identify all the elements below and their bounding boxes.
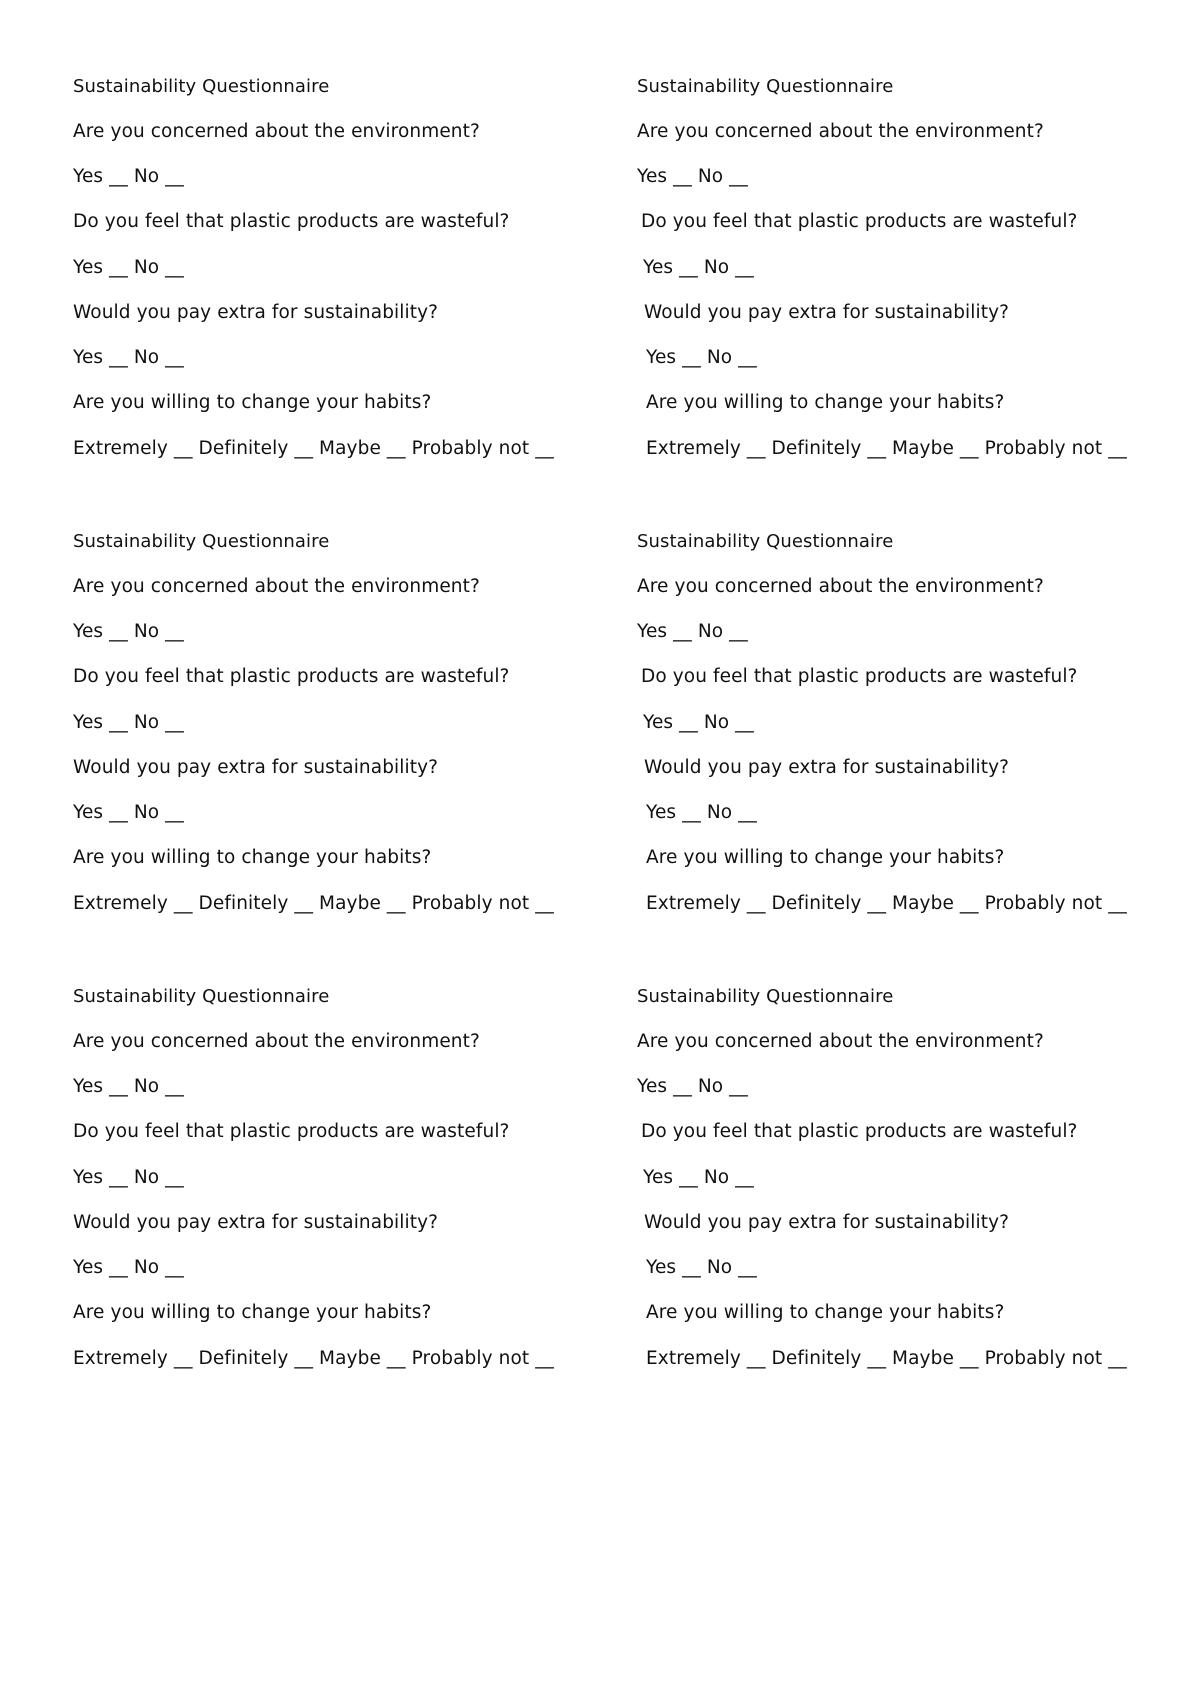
question-habits: Are you willing to change your habits? [73,847,432,868]
question-habits: Are you willing to change your habits? [73,392,432,413]
answer-pay-extra: Yes __ No __ [646,347,757,368]
question-habits: Are you willing to change your habits? [646,392,1005,413]
answer-plastic: Yes __ No __ [643,712,754,733]
answer-pay-extra: Yes __ No __ [73,802,184,823]
answer-environment: Yes __ No __ [73,1076,184,1097]
answer-habits: Extremely __ Definitely __ Maybe __ Probably not __ [73,438,554,459]
question-plastic: Do you feel that plastic products are wasteful? [73,211,510,232]
question-environment: Are you concerned about the environment? [637,121,1044,142]
question-plastic: Do you feel that plastic products are wasteful? [641,211,1078,232]
question-pay-extra: Would you pay extra for sustainability? [644,302,1010,323]
answer-environment: Yes __ No __ [637,166,748,187]
question-environment: Are you concerned about the environment? [73,121,480,142]
question-habits: Are you willing to change your habits? [646,847,1005,868]
answer-habits: Extremely __ Definitely __ Maybe __ Probably not __ [646,438,1127,459]
answer-environment: Yes __ No __ [73,166,184,187]
answer-habits: Extremely __ Definitely __ Maybe __ Probably not __ [73,1348,554,1369]
answer-plastic: Yes __ No __ [73,257,184,278]
answer-plastic: Yes __ No __ [643,257,754,278]
answer-habits: Extremely __ Definitely __ Maybe __ Probably not __ [73,893,554,914]
question-plastic: Do you feel that plastic products are wasteful? [73,1121,510,1142]
question-pay-extra: Would you pay extra for sustainability? [73,302,439,323]
question-environment: Are you concerned about the environment? [637,1031,1044,1052]
question-plastic: Do you feel that plastic products are wasteful? [641,1121,1078,1142]
question-habits: Are you willing to change your habits? [646,1302,1005,1323]
questionnaire-title: Sustainability Questionnaire [73,531,330,552]
question-habits: Are you willing to change your habits? [73,1302,432,1323]
answer-environment: Yes __ No __ [637,621,748,642]
answer-pay-extra: Yes __ No __ [646,802,757,823]
question-environment: Are you concerned about the environment? [73,1031,480,1052]
question-pay-extra: Would you pay extra for sustainability? [644,757,1010,778]
questionnaire-title: Sustainability Questionnaire [637,531,894,552]
questionnaire-title: Sustainability Questionnaire [73,986,330,1007]
answer-habits: Extremely __ Definitely __ Maybe __ Probably not __ [646,1348,1127,1369]
question-plastic: Do you feel that plastic products are wasteful? [641,666,1078,687]
answer-pay-extra: Yes __ No __ [73,347,184,368]
answer-pay-extra: Yes __ No __ [73,1257,184,1278]
question-environment: Are you concerned about the environment? [637,576,1044,597]
question-pay-extra: Would you pay extra for sustainability? [73,1212,439,1233]
answer-environment: Yes __ No __ [73,621,184,642]
question-environment: Are you concerned about the environment? [73,576,480,597]
answer-plastic: Yes __ No __ [73,712,184,733]
question-pay-extra: Would you pay extra for sustainability? [644,1212,1010,1233]
answer-habits: Extremely __ Definitely __ Maybe __ Probably not __ [646,893,1127,914]
answer-environment: Yes __ No __ [637,1076,748,1097]
answer-plastic: Yes __ No __ [73,1167,184,1188]
questionnaire-title: Sustainability Questionnaire [637,986,894,1007]
answer-plastic: Yes __ No __ [643,1167,754,1188]
questionnaire-title: Sustainability Questionnaire [73,76,330,97]
question-plastic: Do you feel that plastic products are wasteful? [73,666,510,687]
answer-pay-extra: Yes __ No __ [646,1257,757,1278]
question-pay-extra: Would you pay extra for sustainability? [73,757,439,778]
questionnaire-title: Sustainability Questionnaire [637,76,894,97]
